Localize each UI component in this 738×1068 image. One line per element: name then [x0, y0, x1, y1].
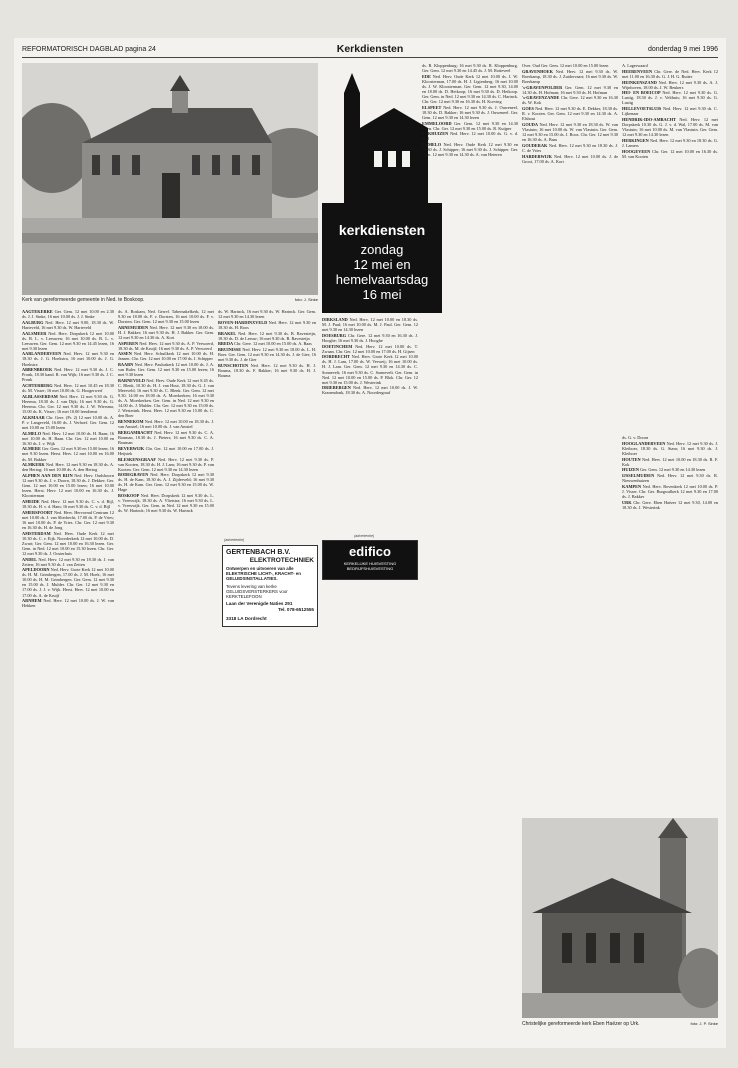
- listing-entry: [622, 117, 718, 137]
- service-details: Ned. Herv. 12 mei 9.30 ds. J. Kleiboer, 18.30 ds. G. Stam; 16 mei 9.30 ds. J. Kleiboer: [622, 440, 718, 456]
- listing-entry: [622, 138, 718, 148]
- place-name: ENKHUIZEN: [422, 131, 449, 137]
- listing-entry: [622, 467, 718, 472]
- listing-entry: [622, 441, 718, 456]
- service-details: Chr. Ger. 12 mei 10.00 en 17.00 ds. J. Heijstek: [118, 445, 214, 456]
- place-name: GOUDERAK: [522, 142, 548, 148]
- ad-edifico: [322, 540, 418, 580]
- service-details: Ger. Gem. 12 mei 10.00 en 2.30 ds. J. J. Sinke, 16 mei 10.00 ds. J. J. Sinke: [22, 309, 114, 320]
- listing-entry: [22, 473, 114, 498]
- service-details: Chr. Gere. (Pr. 2) 12 mei 10.00 ds. A. P. v. Langeveld, 16.00 ds. J. Verhoef. Ger. Gem. 12 mei 10.00 en 15.00 lezen: [22, 414, 114, 430]
- service-details: Ned. Herv. 12 mei Dorpskerk 10.30 ds. G. J. v. d. Wal, 17.00 ds. M. van Vlastuin; 16 mei 10.00 ds. M. van Vlastuin. Ger. Gem. 12 mei 9.30 en 14.30 lezen: [622, 116, 718, 138]
- service-details: Ned. Herv. Bovenkerk 12 mei 10.00 ds. P. J. Visser. Chr. Ger. Burgwalkerk 12 mei 9.30 en 17.00 ds. J. Bakker: [622, 483, 718, 499]
- listing-entry: [22, 309, 114, 319]
- service-details: Ned. Herv. 12 mei 9.30 ds. C. v. d. Bijl, 18.30 ds. H. v. d. Ham; 16 mei 9.30 ds. C. v. d. Bijl: [22, 498, 114, 509]
- listing-entry: [322, 333, 418, 343]
- listing-entry: [118, 362, 214, 377]
- promo-line4: 16 mei: [362, 287, 402, 302]
- ad-text-1: Ontwerpen en uitvoeren van alle ELEKTRISCHE LICHT-, KRACHT- en GELUIDSINSTALLATIES.: [226, 566, 301, 582]
- service-details: Ned. Herv. 12 mei 9.30 ds. A. P. Verwoerd, 18.30 ds. M. de Kruijf; 16 mei 9.30 ds. A. P. Verwoerd: [118, 340, 214, 351]
- listing-entry: [118, 472, 214, 492]
- listing-entry: [22, 320, 114, 330]
- service-details: Ned. Herv. Oude Kerk 12 mei 9.30 en 18.30 ds. J. Schipper; 16 mei 9.30 ds. J. Schipper. Ger. Gem. 12 mei 9.30 en 14.30 ds. A. van Heteren: [422, 142, 518, 158]
- listing-entry: [22, 531, 114, 556]
- place-name: HELLEVOETSLUIS: [622, 106, 662, 112]
- place-name: GOUDA: [522, 121, 538, 127]
- ad-text-2: Tevens levering van kerke GELUIDSVERSTERKERS voor KERKTELEFOON: [226, 583, 288, 600]
- service-details: Ned. Herv. Hervormd Centrum 12 mei 10.00 ds. J. van Sliedrecht, 17.00 ds. P. de Vries; 16 mei 10.00 ds. P. de Vries. Chr. Ger. 12 mei 9.30 en 16.30 ds. H. de Jong: [22, 509, 114, 530]
- place-name: EMMELOORD: [422, 120, 452, 126]
- listing-entry: [218, 309, 316, 319]
- place-name: GRAVENHOEK: [522, 68, 553, 74]
- service-details: Ned. Herv. Oude Kerk 12 mei 10.30 ds. C. v. Eijk. Noorderkerk 12 mei 10.00 ds. D. Zwart; Ger. Gem. 12 mei 10.00 en 16.30 lezen. Ger. Gem. in Ned. 12 mei 10.00 en 15.30 lezen. Chr. Ger. 12 mei 9.30 ds. J. Oosterhuis: [22, 530, 114, 556]
- place-name: 's-GRAVENZANDE: [522, 95, 560, 101]
- listing-entry: [522, 106, 618, 121]
- church-photo-urk: [522, 818, 718, 1018]
- service-details: Ger. Gem. 12 mei 9.30 en 14.30 lezen: [640, 467, 706, 473]
- place-name: BEVERWIJK: [118, 445, 145, 451]
- service-details: Ned. Herv. 12 mei 10.00 ds. J. de Groot, 17.00 ds. A. Kort: [522, 153, 618, 164]
- issue-date: donderdag 9 mei 1996: [647, 46, 718, 53]
- place-name: APELDOORN: [22, 567, 50, 573]
- service-details: Ned. Herv. 12 mei 10.00 ds. H. Baan; 16 mei 10.00 ds. H. Baan. Chr. Ger. 12 mei 10.00 en 16.30 ds. J. v. Wijk: [22, 430, 114, 446]
- listing-entry: [22, 567, 114, 597]
- place-name: KAMPEN: [622, 483, 642, 489]
- place-name: ARNEMUIDEN: [118, 324, 149, 330]
- photo-caption-text: Christelijke gereformeerde kerk Eben Haëzer op Urk.: [522, 1021, 640, 1027]
- place-name: BOVEN-HARDINXVELD: [218, 319, 268, 325]
- listing-entry: [22, 499, 114, 509]
- service-details: Ned. Herv. 12 mei 9.30 ds. C. A. Bouman, 18.30 ds. J. Pieters; 16 mei 9.30 ds. C. A. Bouman: [118, 429, 214, 445]
- service-details: Ned. Herv. 12 mei 9.30 ds. B. Ravesteijn, 18.30 ds. D. de Leeuw; 16 mei 9.30 ds. B. Ravesteijn: [218, 330, 316, 341]
- service-details: Ned. Herv. 12 mei 9.30 en 18.30 ds. J. C. de Vries: [522, 142, 618, 153]
- page-header: [22, 44, 718, 58]
- place-name: BRAKEL: [218, 330, 237, 336]
- listing-entry: [218, 331, 316, 341]
- service-details: Ned. Herv. 12 mei 9.30 ds. H. J. Bouma, 18.30 ds. F. Bakker; 16 mei 9.30 ds. H. J. Bouma: [218, 362, 316, 378]
- newspaper-title: REFORMATORISCH DAGBLAD pagina 24: [22, 46, 156, 53]
- listing-entry: [422, 74, 518, 104]
- service-details: Ned. Herv. 12 mei 10.00 ds. T. Zwaan. Chr. Ger. 12 mei 10.00 en 17.00 ds. H. Gijsen: [322, 343, 418, 354]
- service-details: Ned. Herv. 12 mei 10.00 en 18.30 ds. J. van Amstel; 16 mei 10.00 ds. J. van Amstel: [118, 419, 214, 430]
- listing-entry: [22, 331, 114, 351]
- service-details: Ned. Herv. 12 mei 9.30 ds. P. van Kooten, 18.30 ds. H. J. Lam; 16 mei 9.30 ds. P. van Kooten. Ger. Gem. 12 mei 9.30 en 14.30 lezen: [118, 456, 214, 472]
- section-title: Kerkdiensten: [336, 43, 404, 55]
- service-details: Ned. Herv. 12 mei 9.30 ds. E. Dekker, 18.30 ds. R. v. Kooten. Ger. Gem. 12 mei 9.30 en 14.30 ds. A. Elshout: [522, 106, 618, 122]
- listing-entry: [118, 325, 214, 340]
- listing-entry: [622, 435, 718, 440]
- column-entries: [622, 63, 718, 159]
- listing-entry: [622, 106, 718, 116]
- listing-entry: [22, 431, 114, 446]
- service-details: Ned. Herv. Dorpskerk 12 mei 9.30 ds. L. v. Vreeswijk, 18.30 ds. A. Vlietstra; 16 mei 9.30 ds. L. v. Vreeswijk. Ger. Gem. in Ned. 12 mei 9.30 en 15.00 ds. W. Harinck; 16 mei 9.30 ds. W. Harinck: [118, 493, 214, 514]
- place-name: HEI- EN BOEICOP: [622, 90, 661, 96]
- place-name: HENDRIK-IDO-AMBACHT: [622, 116, 676, 122]
- place-name: AMEIDE: [22, 498, 40, 504]
- service-details: Ned. Herv. 12 mei 9.30 ds. W. Boerkamp, 18.30 ds. J. Zuidervaart; 16 mei 9.30 ds. W. Boerkamp: [522, 68, 618, 84]
- service-details: Ned. Herv. Oude Kerk 12 mei 10.00 ds. J. W. Kloosterman, 17.00 ds. H. J. Ligtenberg; 16 mei 10.00 ds. J. W. Kloosterman. Ger. Gem. 12 mei 9.30, 14.00 en 18.00 ds. D. Heikoop; 16 mei 9.30 ds. D. Heikoop. Ger. Gem. in Ned. 12 mei 9.30 en 14.30 ds. C. Harinck. Chr. Ger. 12 mei 9.30 en 16.30 ds. H. Korving: [422, 73, 518, 105]
- service-details: Ned. Herv. 12 mei 9.30 en 18.00 ds. H. J. Bakker; 16 mei 9.30 ds. H. J. Bakker. Ger. Gem. 12 mei 9.30 en 14.30 ds. A. Kort: [118, 324, 214, 340]
- place-name: ALMKERK: [22, 462, 45, 468]
- listing-entry: [22, 462, 114, 472]
- listing-entry: [522, 154, 618, 164]
- service-details: Ger. Gem. 12 mei 9.30 en 14.30 lezen. Chr. Ger. 12 mei 9.30 en 15.00 ds. R. Kuijper: [422, 120, 518, 131]
- place-name: HOOGLANDERVEEN: [622, 440, 666, 446]
- service-details: Ned. Herv. 12 mei 9.30 en 18.30 ds. J. van Zetten; 16 mei 9.30 ds. J. van Zetten: [22, 556, 114, 567]
- listing-entry: [622, 80, 718, 90]
- service-details: Ned. Herv. Oude Kerk 12 mei 8.45 ds. C. Blenk, 10.30 ds. H. J. van Hout, 18.30 ds. G. J. van Meerveld; 16 mei 9.30 ds. C. Blenk. Ger. Gem. 12 mei 9.30, 14.00 en 18.00 ds. A. Moerkerken; 16 mei 9.30 ds. A. Moerkerken. Ger. Gem. in Ned. 12 mei 9.30 en 14.00 ds. J. Mulder. Chr. Ger. 12 mei 9.30 en 15.00 ds. J. Westerink. Herst. Herv. 12 mei 9.30 en 15.00 ds. C. den Boer: [118, 378, 214, 419]
- place-name: HOUTEN: [622, 456, 641, 462]
- service-details: Chr. Gere. 12 mei 9.30 en 16.30 ds. J. Hooghe; 16 mei 9.30 ds. J. Hooghe: [322, 332, 418, 343]
- ad-edifico-sub1: KERKELIJKE HUISVESTING: [343, 561, 397, 566]
- place-name: DIRKSLAND: [322, 317, 348, 322]
- listing-entry: [622, 457, 718, 467]
- service-details: Ned. Herv. Grote Kerk 12 mei 10.00 ds. H. J. Lam, 17.00 ds. W. Verweij; 16 mei 10.00 ds. H. J. Lam. Ger. Gem. 12 mei 9.30 en 14.30 ds. C. Sonnevelt; 16 mei 9.30 ds. C. Sonnevelt. Ger. Gem. in Ned. 12 mei 10.00 en 15.00 ds. P. Blok. Chr. Ger. 12 mei 9.30 en 15.00 ds. J. Westerink: [322, 354, 418, 385]
- place-name: GOES: [522, 106, 534, 112]
- service-details: ds. A. Roskam, Ned. Gerref. Tabernakelkerk, 12 mei 9.30 en 18.00 ds. F. v. Dorsten, 16 mei 10.00 ds. F. v. Dorsten. Ger. Gem. 12 mei 9.30 en 15.00 lezen: [118, 309, 214, 325]
- listing-entry: [218, 320, 316, 330]
- photo-caption-urk: [522, 1021, 718, 1029]
- listing-entry: [22, 383, 114, 393]
- listing-entry: [22, 510, 114, 530]
- service-details: Chr. Gere. 12 mei 9.30 en 16.30 ds. W. Kok: [522, 95, 618, 106]
- place-name: DOESBURG: [322, 332, 347, 338]
- service-details: Ned. Herv. 12 mei 9.30 en 18.30 ds. A. den Hertog; 16 mei 10.00 ds. A. den Hertog: [22, 462, 114, 473]
- newspaper-page: [14, 38, 726, 1048]
- listing-entry: [422, 63, 518, 73]
- place-name: ASPEREN: [118, 340, 139, 346]
- service-details: Ned. Herv. 12 mei 9.30 ds. J. Ouweneel, 18.30 ds. D. Bakker; 16 mei 9.30 ds. J. Ouweneel. Ger. Gem. 12 mei 9.30 en 14.30 lezen: [422, 104, 518, 120]
- listing-entry: [522, 63, 618, 68]
- listing-entry: [522, 69, 618, 84]
- listing-entry: [622, 149, 718, 159]
- listing-entry: [322, 317, 418, 332]
- service-details: ds. R. Kloppenburg; 16 mei 9.30 ds. R. Kloppenburg. Ger. Gem. 12 mei 9.30 en 14.45 ds. J. M. Rotteveel: [422, 63, 518, 74]
- column-entries: [22, 309, 114, 608]
- listing-entry: [218, 341, 316, 346]
- service-details: Ned. Herv. 12 mei 9.30 en 18.00 ds. L. H. Boer. Ger. Gem. 12 mei 9.30 en 14.30 ds. J. de Gier; 16 mei 9.30 ds. J. de Gier: [218, 347, 316, 363]
- column-entries: [422, 63, 518, 157]
- listing-entry: [422, 142, 518, 157]
- place-name: ARNHEM: [22, 598, 42, 604]
- listing-entry: [118, 351, 214, 361]
- listing-entry: [218, 363, 316, 378]
- place-name: ERMELO: [422, 142, 442, 148]
- place-name: ALMELO: [22, 430, 42, 436]
- listing-entry: [118, 457, 214, 472]
- listing-entry: [422, 131, 518, 141]
- place-name: ALKMAAR: [22, 414, 45, 420]
- listing-entry: [322, 354, 418, 384]
- listing-entry: [322, 385, 418, 395]
- service-details: Ned. Herv. 12 mei 9.30 en 18.30 ds. H. Roos: [218, 319, 316, 330]
- ad-phone: Tel. 078-6512555: [278, 607, 314, 613]
- ad-company: GERTENBACH B.V.: [226, 549, 291, 556]
- service-details: Ned. Herv. 12 mei 9.30 ds. R. Nieuwenhuizen: [622, 473, 718, 484]
- place-name: ASSEN: [118, 351, 132, 357]
- service-details: Ned. Herv. 12 mei 9.30 en 18.30 ds. J. G. Hoekstra, 16 mei 10.00 ds. J. G. Hoekstra: [22, 351, 114, 367]
- ad-edifico-name: edifico: [349, 544, 391, 559]
- service-details: Ned. Herv. Dorpskerk 12 mei 9.30 ds. H. de Kam, 18.30 ds. A. J. Zijderveld; 16 mei 9.30 ds. H. de Kam. Ger. Gem. 12 mei 9.30 en 15.00 ds. W. Hage: [118, 472, 214, 493]
- place-name: DOETINCHEM: [322, 343, 353, 349]
- place-name: BERGAMBACHT: [118, 429, 153, 435]
- listing-entry: [522, 85, 618, 95]
- listing-entry: [622, 473, 718, 483]
- place-name: AARLANDERVEEN: [22, 351, 62, 357]
- listing-entry: [22, 394, 114, 414]
- ad-label-gertenbach: (advertentie): [224, 538, 245, 542]
- place-name: ALMERE: [22, 446, 41, 452]
- service-details: Ned. Herv. Schuilkerk 12 mei 10.00 ds. H. Jansen. Chr. Ger. 12 mei 10.00 en 17.00 ds. J. Schipper: [118, 351, 214, 362]
- column-entries: [622, 435, 718, 510]
- listing-entry: [118, 446, 214, 456]
- service-details: Ger. Gem. 12 mei 9.30 en 14.30 ds. H. Hofman; 16 mei 9.30 ds. H. Hofman: [522, 84, 618, 95]
- service-details: Ned. Herv. 12 mei 9.30 ds. G. Heerma, 18.30 ds. J. van Dijk; 16 mei 9.30 ds. G. Heerma. Chr. Ger. 12 mei 9.30 ds. J. W. Wiersma, 15.00 ds. K. Visser; 16 mei 10.00 leesdienst: [22, 393, 114, 415]
- service-details: ds. G. v. Doorn: [622, 435, 649, 440]
- place-name: HUIZEN: [622, 467, 639, 473]
- listing-entry: [422, 105, 518, 120]
- service-details: Ned. Herv. Pauluskerk 12 mei 10.00 ds. J. A. van Ruler. Ger. Gem. 12 mei 9.30 en 15.00 lezen; 16 mei 9.30 lezen: [118, 362, 214, 378]
- text-column-8: [622, 435, 718, 623]
- service-details: Over. Oud Ger. Gem. 12 mei 10.00 en 15.00 lezen: [522, 63, 609, 68]
- place-name: AAGTEKERKE: [22, 309, 53, 314]
- place-name: ALBLASSERDAM: [22, 393, 58, 399]
- promo-line2: 12 mei en: [353, 257, 411, 272]
- place-name: AALBURG: [22, 319, 44, 325]
- service-details: Ned. Herv. Dorpskerk 12 mei 10.00 ds. B. L. v. Leeuwen; 16 mei 10.00 ds. B. L. v. Leeuwen. Ger. Gem. 12 mei 9.30 en 14.45 lezen, 16 mei 9.30 lezen: [22, 330, 114, 351]
- listing-entry: [622, 63, 718, 68]
- listing-entry: [22, 351, 114, 366]
- service-details: Ned. Herv. 12 mei 9.30 ds. J. C. Pronk, 18.30 kand. R. van Wijk; 16 mei 9.30 ds. J. C. Pronk: [22, 367, 114, 383]
- place-name: ANDEL: [22, 556, 38, 562]
- ad-gertenbach: [222, 545, 318, 627]
- listing-entry: [22, 598, 114, 608]
- service-details: Ned. Herv. Grote Kerk 12 mei 10.00 ds. H. M. Grimbergen, 17.00 ds. J. M. Hoek; 16 mei 10.00 ds. H. M. Grimbergen. Ger. Gem. 12 mei 9.30 en 15.00 ds. J. Mulder. Chr. Ger. 12 mei 9.30 en 17.00 ds. J. J. v. Wijk. Herst. Herv. 12 mei 10.00 en 17.00 ds. A. de Kruijf: [22, 567, 114, 598]
- place-name: AALSMEER: [22, 330, 47, 336]
- place-name: HARDERWIJK: [522, 153, 552, 159]
- service-details: Ned. Herv. 12 mei 10.00 en 18.30 ds. M. J. Paul; 16 mei 10.00 ds. M. J. Paul. Ger. Gem. 12 mei 9.30 en 14.30 lezen: [322, 317, 418, 333]
- service-details: Ger. Gem. 12 mei 9.30 en 15.00 lezen; 16 mei 9.30 lezen. Herst. Herv. 12 mei 10.00 en 16.00 ds. M. Bakker: [22, 446, 114, 462]
- promo-line3: hemelvaartsdag: [335, 272, 429, 287]
- place-name: ABBENBROEK: [22, 367, 53, 373]
- place-name: BRUINISSE: [218, 347, 242, 353]
- place-name: BREDA: [218, 341, 234, 347]
- service-details: ds. W. Harinck, 16 mei 9.30 ds. W. Harinck. Ger. Gem. 12 mei 9.30 en 14.30 lezen: [218, 309, 316, 320]
- place-name: HEINKENSZAND: [622, 79, 657, 85]
- listing-entry: [622, 500, 718, 510]
- service-details: Ned. Herv. 12 mei 10.00 ds. J. W. Kranendonk, 18.30 ds. A. Noordergraaf: [322, 385, 418, 396]
- photo-credit: foto: J. Sinke: [294, 297, 318, 302]
- place-name: AMSTERDAM: [22, 530, 51, 536]
- church-photo-boskoop: [22, 63, 318, 295]
- listing-entry: [522, 95, 618, 105]
- service-details: Chr. Ger. 12 mei 10.00 en 16.30 ds. M. van Kooten: [622, 148, 718, 159]
- listing-entry: [522, 122, 618, 142]
- place-name: ALPHEN AAN DEN RIJN: [22, 473, 73, 479]
- listing-entry: [118, 309, 214, 324]
- service-details: Ned. Herv. 12 mei 10.00 ds. G. v. d. Wal: [422, 131, 518, 142]
- service-details: A. Lagerwaard: [622, 63, 648, 68]
- listing-entry: [22, 557, 114, 567]
- service-details: Ned. Herv. 12 mei 9.30 en 18.30 ds. W. van Vlastuin; 16 mei 10.00 ds. W. van Vlastuin. Ger. Gem. 12 mei 9.30 en 15.00 ds. J. Roos. Chr. Ger. 12 mei 9.30 en 16.30 ds. A. Baas: [522, 121, 618, 143]
- place-name: HOOGEVEEN: [622, 148, 651, 154]
- ad-address: Laan der Verenigde Naties 291: [226, 601, 293, 607]
- place-name: AMERSFOORT: [22, 509, 53, 515]
- service-details: Chr. Gere. 12 mei 10.00 en 15.00 ds. A. Baas: [234, 341, 312, 347]
- ad-edifico-sub2: BEDRIJFSHUISVESTING: [346, 566, 394, 571]
- listing-entry: [118, 430, 214, 445]
- place-name: HEERENVEEN: [622, 68, 653, 74]
- place-name: HERKINGEN: [622, 137, 649, 143]
- service-details: Chr. Gere. Eben Haëzer 12 mei 9.30, 14.00 en 18.30 ds. J. Westerink: [622, 499, 718, 510]
- place-name: EDE: [422, 73, 431, 79]
- photo-caption-text: Kerk van gereformeerde gemeente in Ned. te Boskoop.: [22, 297, 145, 303]
- place-name: BLESKENSGRAAF: [118, 456, 156, 462]
- place-name: BUNSCHOTEN: [218, 362, 249, 368]
- place-name: BARNEVELD: [118, 378, 145, 384]
- listing-entry: [22, 367, 114, 382]
- service-details: Ned. Herv. 12 mei 10.00 en 18.30 ds. R. F. Kok: [622, 456, 718, 467]
- place-name: URK: [622, 499, 632, 505]
- listing-entry: [118, 341, 214, 351]
- listing-entry: [322, 344, 418, 354]
- service-details: Ned. Herv. 12 mei 9.00, 18.30 ds. W. Harteveld, 16 mei 9.30 ds. W. Harteveld: [22, 319, 114, 330]
- place-name: ELSPEET: [422, 104, 442, 110]
- place-name: BOSKOOP: [118, 493, 140, 499]
- column-entries: [118, 309, 214, 513]
- place-name: 's-GRAVENPOLDER: [522, 84, 563, 90]
- service-details: Ned. Herv. 12 mei 9.30 ds. C. Lijkenaar: [622, 106, 718, 117]
- promo-line1: zondag: [360, 242, 404, 257]
- ad-specialty: ELEKTROTECHNIEK: [249, 557, 314, 564]
- listing-entry: [118, 419, 214, 429]
- listing-entry: [622, 484, 718, 499]
- column-entries: [322, 317, 418, 395]
- listing-entry: [218, 347, 316, 362]
- service-details: Ned. Herv. 12 mei 9.30 en 18.30 ds. G. J. Lamers: [622, 137, 718, 148]
- promo-title: kerkdiensten: [338, 222, 426, 238]
- photo-credit: foto: J. P. Sinke: [690, 1021, 718, 1026]
- listing-entry: [118, 493, 214, 513]
- listing-entry: [22, 446, 114, 461]
- text-column-1: [22, 309, 114, 1041]
- text-column-3: [218, 309, 316, 537]
- place-name: BODEGRAVEN: [118, 472, 149, 478]
- text-column-7: [622, 63, 718, 431]
- ad-label-edifico: (advertentie): [354, 534, 375, 538]
- place-name: BENNEKOM: [118, 419, 144, 425]
- place-name: IJSSELMUIDEN: [622, 473, 655, 479]
- column-entries: [522, 63, 618, 164]
- text-column-5: [422, 63, 518, 1041]
- text-column-4: [322, 317, 418, 1041]
- service-details: Ned. Herv. 12 mei 9.30 ds. G. Lustig, 18.30 ds. J. v. Velthuis; 16 mei 9.30 ds. G. Lustig: [622, 90, 718, 106]
- place-name: BAARN: [118, 362, 134, 368]
- service-details: Ned. Herv. 12 mei 9.30 ds. A. J. Wijnhoven, 18.00 ds. J. W. Beukers: [622, 79, 718, 90]
- place-name: DRIEBERGEN: [322, 385, 351, 391]
- place-name: DORDRECHT: [322, 354, 350, 360]
- listing-entry: [622, 90, 718, 105]
- listing-entry: [622, 69, 718, 79]
- photo-caption-boskoop: [22, 297, 318, 305]
- listing-entry: [422, 121, 518, 131]
- listing-entry: [118, 378, 214, 418]
- place-name: ACHTERBERG: [22, 383, 53, 389]
- service-details: Ned. Herv. Oudshoorn 12 mei 9.30 ds. J. v. Doorn, 18.30 ds. J. Dekker; Ger. Gem. 12 mei 10.00 en 15.00 lezen; 16 mei 10.00 lezen. Herst. Herv. 12 mei 10.00 en 16.30 ds. J. Kloosterman: [22, 473, 114, 499]
- listing-entry: [22, 415, 114, 430]
- text-column-2: [118, 309, 214, 537]
- service-details: Ned. Herv. 12 mei 10.45 en 18.30 ds. M. Visser; 16 mei 10.00 ds. G. Hoogerwerf: [22, 383, 114, 394]
- column-entries: [218, 309, 316, 378]
- service-details: Ned. Herv. 12 mei 10.00 ds. J. W. van Hekken: [22, 598, 114, 609]
- listing-entry: [522, 143, 618, 153]
- ad-city: 3318 LA Dordrecht: [226, 616, 267, 622]
- service-details: Chr. Gere. de Ned. Herv. Kerk 12 mei 11.00 en 16.30 ds. G. J. H. G. Ruiter: [622, 68, 718, 79]
